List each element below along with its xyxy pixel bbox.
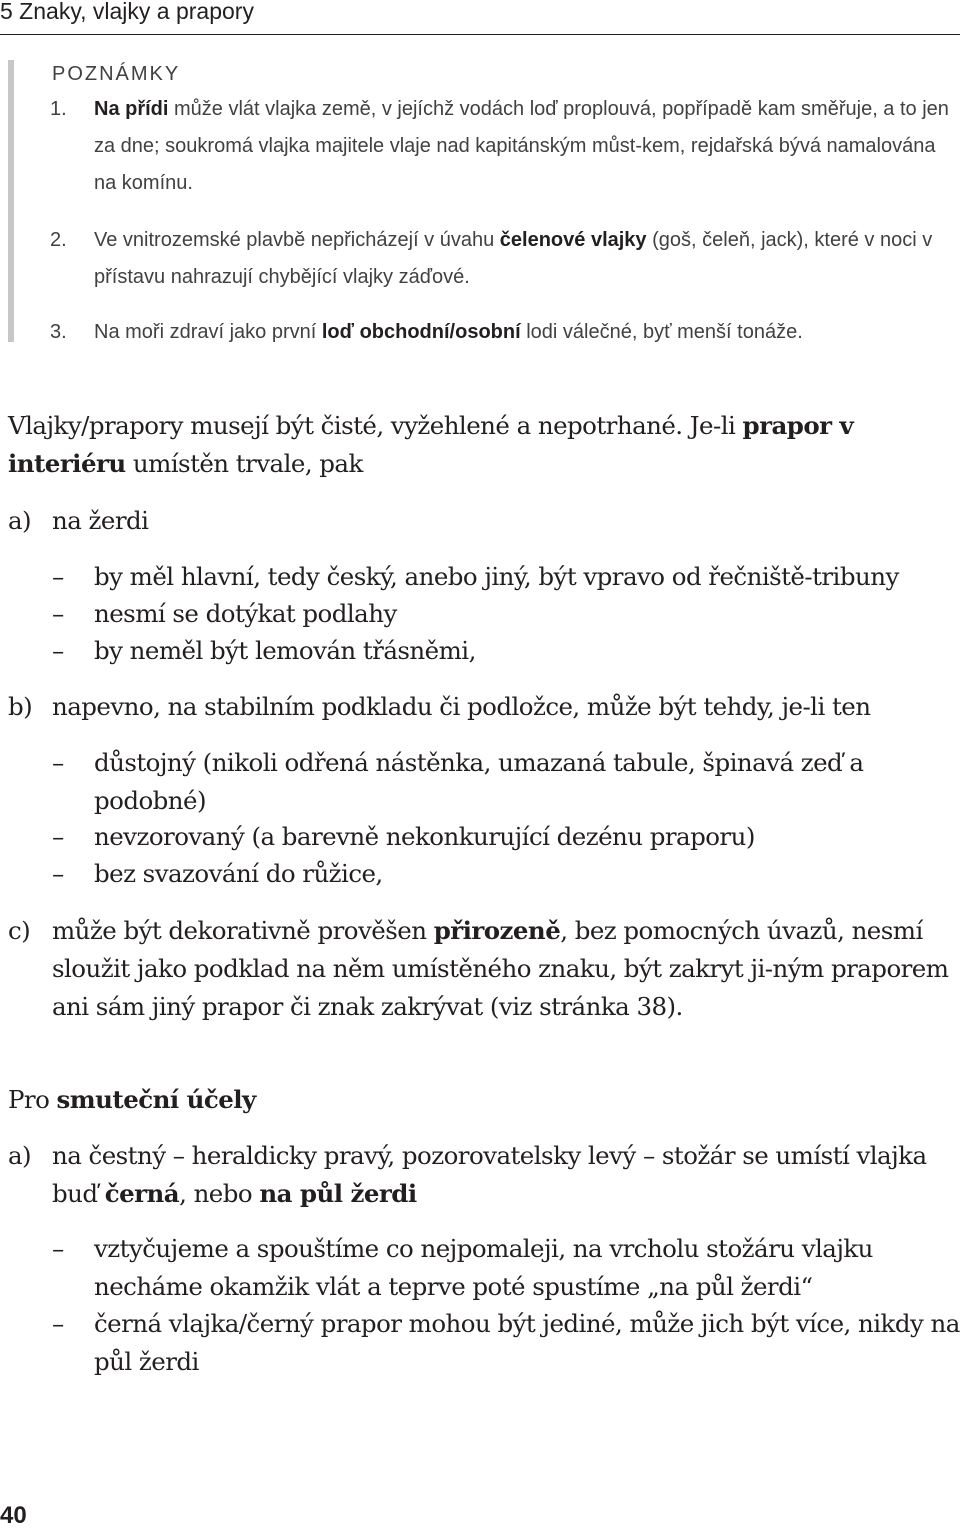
list-b-dash-3: bez svazování do růžice, [94, 859, 383, 888]
dash-bullet: – [52, 859, 64, 888]
intro-rest: umístěn trvale, pak [125, 449, 363, 478]
running-header [0, 0, 960, 35]
note-rest: lodi válečné, byť menší tonáže. [520, 321, 803, 343]
note-number: 3. [50, 321, 67, 343]
list-b-dash-1: důstojný (nikoli odřená nástěnka, umazaná tabule, špinavá zeď a podobné) [94, 748, 864, 815]
notes-box [8, 60, 960, 342]
mourning-pre: Pro [8, 1085, 57, 1114]
intro-paragraph [8, 407, 960, 483]
page-number: 40 [0, 1502, 27, 1529]
list-a-dash-3: by neměl být lemován třásněmi, [94, 636, 476, 665]
notes-title: POZNÁMKY [52, 63, 181, 85]
list-text-a: na žerdi [52, 506, 149, 535]
note-pre: Na moři zdraví jako první [94, 321, 322, 343]
dash-bullet: – [52, 748, 64, 777]
list-text-c [52, 912, 960, 1026]
note-bold: loď obchodní/osobní [321, 321, 521, 343]
note-bold: Na přídi [94, 98, 169, 120]
note-number: 2. [50, 229, 67, 251]
mourning-dash-2: černá vlajka/černý prapor mohou být jediné, může jich být více, nikdy na půl žerdi [94, 1309, 960, 1376]
note-rest: může vlát vlajka země, v jejíchž vodách loď proplouvá, popřípadě kam směřuje, a to jen za dne; soukromá vlajka majitele vlaje nad kapitánským můst-kem, rejdařská bývá namalována na komínu. [94, 98, 949, 194]
note-text [94, 314, 960, 351]
mourning-item-bold-2: na půl žerdi [259, 1179, 417, 1208]
list-b-dash-2: nevzorovaný (a barevně nekonkurující dezénu praporu) [94, 822, 755, 851]
list-a-dash-1: by měl hlavní, tedy český, anebo jiný, být vpravo od řečniště-tribuny [94, 562, 899, 591]
list-c-pre: může být dekorativně prověšen [52, 916, 434, 945]
list-c-rest: , bez pomocných úvazů, nesmí sloužit jako podklad na něm umístěného znaku, být zakryt ji-ným praporem ani sám jiný prapor či znak zakrývat (viz stránka 38). [52, 916, 949, 1021]
note-rest: (goš, čeleň, jack), které v noci v přístavu nahrazují chybějící vlajky záďové. [94, 229, 933, 288]
list-a-dash-2: nesmí se dotýkat podlahy [94, 599, 397, 628]
mourning-bold: smuteční účely [56, 1085, 256, 1114]
dash-bullet: – [52, 822, 64, 851]
note-text [94, 222, 960, 296]
intro-text: Vlajky/prapory musejí být čisté, vyžehlené a nepotrhané. Je-li [8, 411, 743, 440]
notes-sidebar-bar [8, 60, 14, 342]
note-bold: čelenové vlajky [499, 229, 647, 251]
chapter-title: 5 Znaky, vlajky a prapory [0, 0, 254, 24]
dash-bullet: – [52, 562, 64, 591]
note-number: 1. [50, 98, 67, 120]
dash-bullet: – [52, 1234, 64, 1263]
note-text [94, 91, 960, 202]
list-text-b: napevno, na stabilním podkladu či podložce, může být tehdy, je-li ten [52, 692, 871, 721]
list-letter-c: c) [8, 916, 31, 945]
mourning-item-pre: na čestný – heraldicky pravý, pozorovatelsky levý – stožár se umístí vlajka buď [52, 1141, 927, 1208]
note-pre: Ve vnitrozemské plavbě nepřicházejí v úvahu [94, 229, 500, 251]
intro-bold: prapor v interiéru [8, 411, 854, 478]
mourning-letter-a: a) [8, 1141, 32, 1170]
mourning-item-bold-1: černá [104, 1179, 180, 1208]
mourning-dash-1: vztyčujeme a spouštíme co nejpomaleji, na vrcholu stožáru vlajku necháme okamžik vlát a teprve poté spustíme „na půl žerdi“ [94, 1234, 873, 1301]
dash-bullet: – [52, 636, 64, 665]
dash-bullet: – [52, 1309, 64, 1338]
list-c-bold: přirozeně [433, 916, 561, 945]
dash-bullet: – [52, 599, 64, 628]
list-letter-a: a) [8, 506, 32, 535]
mourning-text-a [52, 1137, 960, 1213]
mourning-item-mid: , nebo [179, 1179, 260, 1208]
mourning-heading [8, 1081, 960, 1119]
list-letter-b: b) [8, 692, 33, 721]
